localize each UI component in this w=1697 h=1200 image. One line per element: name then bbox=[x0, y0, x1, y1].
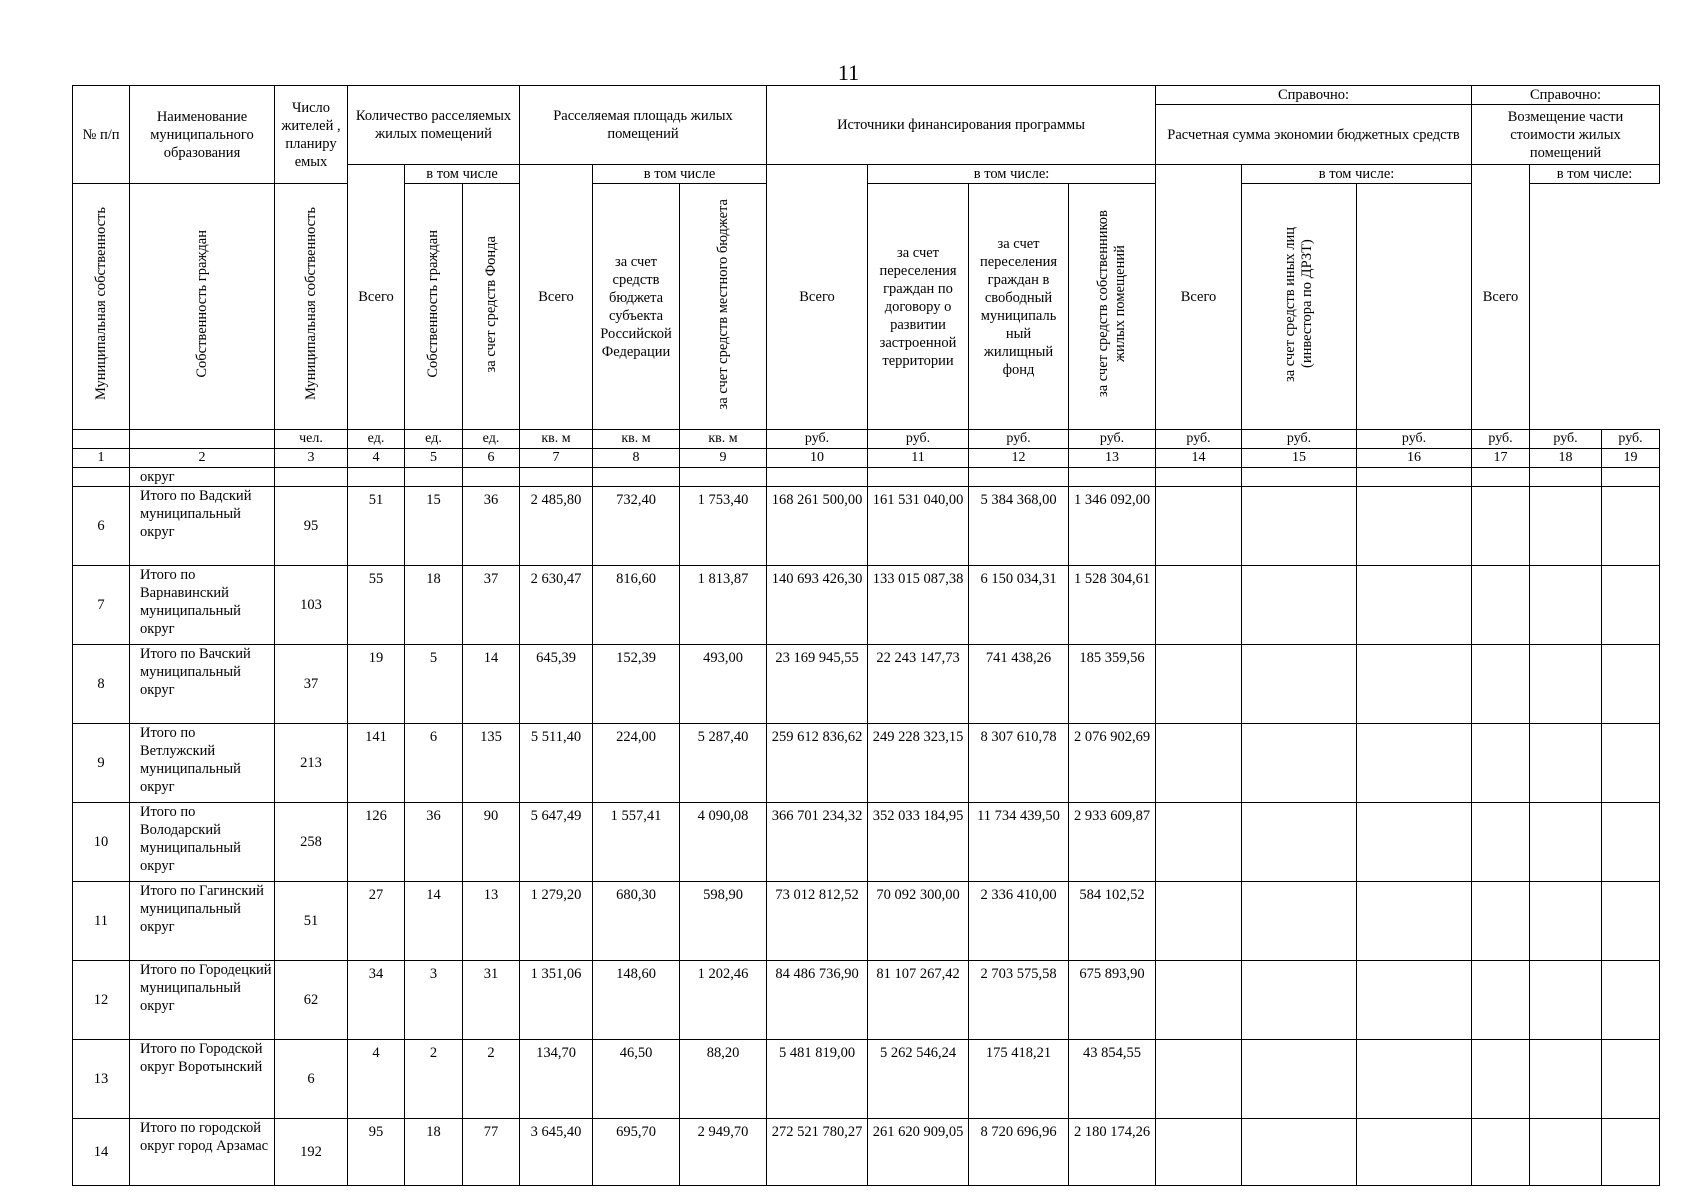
residents-cell: 192 bbox=[275, 1119, 348, 1186]
empty-cell bbox=[1530, 566, 1602, 645]
unit-cell bbox=[73, 430, 130, 449]
rooms-municipal-cell: 5 bbox=[405, 645, 463, 724]
header-economy-free: за счет переселения граждан в свободный муниципаль ный жилищный фонд bbox=[969, 184, 1069, 430]
header-economy-incl: в том числе: bbox=[1242, 165, 1472, 184]
header-rooms-incl: в том числе bbox=[405, 165, 520, 184]
header-fin-local-text: за счет средств местного бюджета bbox=[714, 198, 731, 410]
fin-fund-cell: 81 107 267,42 bbox=[868, 961, 969, 1040]
column-number: 1 bbox=[73, 449, 130, 468]
fin-local-cell: 2 180 174,26 bbox=[1069, 1119, 1156, 1186]
fin-total-cell: 84 486 736,90 bbox=[767, 961, 868, 1040]
area-municipal-cell: 148,60 bbox=[593, 961, 680, 1040]
table-row bbox=[73, 724, 1660, 803]
cont-cell bbox=[520, 468, 593, 487]
header-area-group: Расселяемая площадь жилых помещений bbox=[520, 86, 767, 165]
header-fin-subject: за счет средств бюджета субъекта Российской Федерации bbox=[593, 184, 680, 430]
row-name: Итого по Городской округ Воротынский bbox=[130, 1040, 275, 1119]
empty-cell bbox=[1530, 645, 1602, 724]
empty-cell bbox=[1357, 1119, 1472, 1186]
empty-cell bbox=[1156, 961, 1242, 1040]
empty-cell bbox=[1472, 1040, 1530, 1119]
row-name: Итого по Городецкий муниципальный округ bbox=[130, 961, 275, 1040]
row-name: Итого по городской округ город Арзамас bbox=[130, 1119, 275, 1186]
area-citizens-cell: 493,00 bbox=[680, 645, 767, 724]
header-fin-incl: в том числе: bbox=[868, 165, 1156, 184]
empty-cell bbox=[1242, 645, 1357, 724]
empty-cell bbox=[1472, 882, 1530, 961]
empty-cell bbox=[1242, 882, 1357, 961]
area-total-cell: 134,70 bbox=[520, 1040, 593, 1119]
empty-cell bbox=[1472, 803, 1530, 882]
empty-cell bbox=[1357, 645, 1472, 724]
column-number: 13 bbox=[1069, 449, 1156, 468]
cont-cell bbox=[405, 468, 463, 487]
area-municipal-cell: 816,60 bbox=[593, 566, 680, 645]
empty-cell bbox=[1472, 724, 1530, 803]
cont-cell bbox=[767, 468, 868, 487]
empty-cell bbox=[1156, 1119, 1242, 1186]
rooms-total-cell: 126 bbox=[348, 803, 405, 882]
fin-local-cell: 2 076 902,69 bbox=[1069, 724, 1156, 803]
header-fin-total: Всего bbox=[767, 165, 868, 430]
fin-fund-cell: 352 033 184,95 bbox=[868, 803, 969, 882]
column-number: 9 bbox=[680, 449, 767, 468]
fin-total-cell: 73 012 812,52 bbox=[767, 882, 868, 961]
rooms-total-cell: 34 bbox=[348, 961, 405, 1040]
empty-cell bbox=[1472, 1119, 1530, 1186]
area-citizens-cell: 5 287,40 bbox=[680, 724, 767, 803]
cont-cell bbox=[969, 468, 1069, 487]
table-row bbox=[73, 487, 1660, 566]
rooms-citizens-cell: 135 bbox=[463, 724, 520, 803]
area-municipal-cell: 46,50 bbox=[593, 1040, 680, 1119]
empty-cell bbox=[1357, 882, 1472, 961]
fin-total-cell: 272 521 780,27 bbox=[767, 1119, 868, 1186]
fin-local-cell: 675 893,90 bbox=[1069, 961, 1156, 1040]
fin-fund-cell: 249 228 323,15 bbox=[868, 724, 969, 803]
column-number: 2 bbox=[130, 449, 275, 468]
unit-cell: ед. bbox=[405, 430, 463, 449]
rooms-citizens-cell: 77 bbox=[463, 1119, 520, 1186]
empty-cell bbox=[1357, 961, 1472, 1040]
header-rooms-municipal bbox=[73, 184, 130, 430]
empty-cell bbox=[1602, 566, 1660, 645]
cont-cell bbox=[1472, 468, 1530, 487]
row-name: Итого по Гагинский муниципальный округ bbox=[130, 882, 275, 961]
column-number: 12 bbox=[969, 449, 1069, 468]
fin-total-cell: 5 481 819,00 bbox=[767, 1040, 868, 1119]
empty-cell bbox=[1472, 487, 1530, 566]
fin-local-cell: 43 854,55 bbox=[1069, 1040, 1156, 1119]
fin-fund-cell: 22 243 147,73 bbox=[868, 645, 969, 724]
empty-cell bbox=[1357, 566, 1472, 645]
header-rooms-total: Всего bbox=[348, 165, 405, 430]
area-citizens-cell: 598,90 bbox=[680, 882, 767, 961]
header-area-municipal-text: Муниципальная собственность bbox=[302, 207, 319, 401]
header-comp-total: Всего bbox=[1472, 165, 1530, 430]
area-municipal-cell: 680,30 bbox=[593, 882, 680, 961]
cont-cell bbox=[463, 468, 520, 487]
header-area-citizens-text: Собственность граждан bbox=[425, 230, 441, 378]
unit-cell: руб. bbox=[1357, 430, 1472, 449]
row-number: 8 bbox=[73, 645, 130, 724]
empty-cell bbox=[1156, 487, 1242, 566]
empty-cell bbox=[1602, 1040, 1660, 1119]
rooms-citizens-cell: 90 bbox=[463, 803, 520, 882]
header-comp-owners bbox=[1069, 184, 1156, 430]
continuation-text: округ bbox=[130, 468, 275, 487]
fin-local-cell: 1 346 092,00 bbox=[1069, 487, 1156, 566]
fin-subject-cell: 6 150 034,31 bbox=[969, 566, 1069, 645]
empty-cell bbox=[1602, 645, 1660, 724]
empty-cell bbox=[1530, 724, 1602, 803]
header-area-municipal bbox=[275, 184, 348, 430]
column-number: 19 bbox=[1602, 449, 1660, 468]
unit-cell: кв. м bbox=[680, 430, 767, 449]
fin-fund-cell: 261 620 909,05 bbox=[868, 1119, 969, 1186]
table-row bbox=[73, 566, 1660, 645]
cont-cell bbox=[680, 468, 767, 487]
unit-cell: руб. bbox=[1472, 430, 1530, 449]
header-fin-local bbox=[680, 184, 767, 430]
residents-cell: 213 bbox=[275, 724, 348, 803]
column-number: 18 bbox=[1530, 449, 1602, 468]
row-name: Итого по Володарский муниципальный округ bbox=[130, 803, 275, 882]
unit-cell: кв. м bbox=[593, 430, 680, 449]
unit-cell: руб. bbox=[1602, 430, 1660, 449]
empty-cell bbox=[1602, 1119, 1660, 1186]
area-total-cell: 5 511,40 bbox=[520, 724, 593, 803]
fin-local-cell: 185 359,56 bbox=[1069, 645, 1156, 724]
residents-cell: 51 bbox=[275, 882, 348, 961]
cont-cell bbox=[275, 468, 348, 487]
cont-cell bbox=[1069, 468, 1156, 487]
empty-cell bbox=[1472, 961, 1530, 1040]
fin-subject-cell: 741 438,26 bbox=[969, 645, 1069, 724]
cont-cell bbox=[868, 468, 969, 487]
column-number: 4 bbox=[348, 449, 405, 468]
fin-total-cell: 168 261 500,00 bbox=[767, 487, 868, 566]
column-number: 16 bbox=[1357, 449, 1472, 468]
area-municipal-cell: 732,40 bbox=[593, 487, 680, 566]
rooms-total-cell: 19 bbox=[348, 645, 405, 724]
fin-total-cell: 366 701 234,32 bbox=[767, 803, 868, 882]
area-total-cell: 1 351,06 bbox=[520, 961, 593, 1040]
rooms-citizens-cell: 36 bbox=[463, 487, 520, 566]
empty-cell bbox=[1530, 882, 1602, 961]
rooms-municipal-cell: 15 bbox=[405, 487, 463, 566]
row-name: Итого по Вадский муниципальный округ bbox=[130, 487, 275, 566]
table-row bbox=[73, 645, 1660, 724]
cont-cell bbox=[1242, 468, 1357, 487]
cont-cell bbox=[73, 468, 130, 487]
residents-cell: 6 bbox=[275, 1040, 348, 1119]
column-number: 14 bbox=[1156, 449, 1242, 468]
area-total-cell: 645,39 bbox=[520, 645, 593, 724]
header-comp-others-text: за счет средств иных лиц (инвестора по ДРЗТ) bbox=[1282, 226, 1316, 382]
fin-subject-cell: 11 734 439,50 bbox=[969, 803, 1069, 882]
header-economy-contract: за счет переселения граждан по договору о развитии застроенной территории bbox=[868, 184, 969, 430]
header-rooms-citizens bbox=[130, 184, 275, 430]
column-number: 5 bbox=[405, 449, 463, 468]
column-number: 17 bbox=[1472, 449, 1530, 468]
header-fin-fund-text: за счет средств Фонда bbox=[482, 235, 499, 373]
header-comp-others bbox=[1242, 184, 1357, 430]
rooms-citizens-cell: 37 bbox=[463, 566, 520, 645]
rooms-total-cell: 141 bbox=[348, 724, 405, 803]
cont-cell bbox=[1530, 468, 1602, 487]
table-row bbox=[73, 961, 1660, 1040]
empty-cell bbox=[1472, 566, 1530, 645]
unit-cell: кв. м bbox=[520, 430, 593, 449]
area-total-cell: 2 485,80 bbox=[520, 487, 593, 566]
area-total-cell: 5 647,49 bbox=[520, 803, 593, 882]
row-name: Итого по Варнавинский муниципальный округ bbox=[130, 566, 275, 645]
area-citizens-cell: 1 813,87 bbox=[680, 566, 767, 645]
header-area-total: Всего bbox=[520, 165, 593, 430]
empty-cell bbox=[1156, 724, 1242, 803]
empty-cell bbox=[1242, 961, 1357, 1040]
rooms-citizens-cell: 31 bbox=[463, 961, 520, 1040]
empty-cell bbox=[1357, 803, 1472, 882]
cont-cell bbox=[1156, 468, 1242, 487]
empty-cell bbox=[1242, 724, 1357, 803]
fin-subject-cell: 5 384 368,00 bbox=[969, 487, 1069, 566]
residents-cell: 37 bbox=[275, 645, 348, 724]
row-number: 12 bbox=[73, 961, 130, 1040]
fin-fund-cell: 5 262 546,24 bbox=[868, 1040, 969, 1119]
rooms-total-cell: 55 bbox=[348, 566, 405, 645]
column-numbers-row bbox=[73, 449, 1660, 468]
fin-fund-cell: 161 531 040,00 bbox=[868, 487, 969, 566]
header-residents: Число жителей , планиру емых bbox=[275, 86, 348, 184]
table-row bbox=[73, 803, 1660, 882]
unit-cell: руб. bbox=[969, 430, 1069, 449]
rooms-citizens-cell: 13 bbox=[463, 882, 520, 961]
rooms-total-cell: 95 bbox=[348, 1119, 405, 1186]
rooms-municipal-cell: 2 bbox=[405, 1040, 463, 1119]
fin-local-cell: 2 933 609,87 bbox=[1069, 803, 1156, 882]
rooms-citizens-cell: 2 bbox=[463, 1040, 520, 1119]
rooms-municipal-cell: 6 bbox=[405, 724, 463, 803]
fin-subject-cell: 175 418,21 bbox=[969, 1040, 1069, 1119]
header-compensation-group: Возмещение части стоимости жилых помещений bbox=[1472, 105, 1660, 165]
fin-total-cell: 23 169 945,55 bbox=[767, 645, 868, 724]
header-economy-group: Расчетная сумма экономии бюджетных средств bbox=[1156, 105, 1472, 165]
unit-cell: руб. bbox=[1069, 430, 1156, 449]
area-citizens-cell: 2 949,70 bbox=[680, 1119, 767, 1186]
unit-cell: руб. bbox=[1156, 430, 1242, 449]
rooms-municipal-cell: 36 bbox=[405, 803, 463, 882]
empty-cell bbox=[1156, 803, 1242, 882]
table-row bbox=[73, 1040, 1660, 1119]
fin-subject-cell: 2 336 410,00 bbox=[969, 882, 1069, 961]
empty-cell bbox=[1602, 724, 1660, 803]
fin-subject-cell: 8 720 696,96 bbox=[969, 1119, 1069, 1186]
empty-cell bbox=[1530, 803, 1602, 882]
fin-total-cell: 259 612 836,62 bbox=[767, 724, 868, 803]
empty-cell bbox=[1602, 882, 1660, 961]
rooms-citizens-cell: 14 bbox=[463, 645, 520, 724]
empty-cell bbox=[1156, 882, 1242, 961]
header-area-incl: в том числе bbox=[593, 165, 767, 184]
continuation-row bbox=[73, 468, 1660, 487]
header-reference-2: Справочно: bbox=[1472, 86, 1660, 105]
unit-cell: руб. bbox=[1242, 430, 1357, 449]
header-rooms-municipal-text: Муниципальная собственность bbox=[92, 207, 109, 401]
column-number: 10 bbox=[767, 449, 868, 468]
header-reference-1: Справочно: bbox=[1156, 86, 1472, 105]
fin-subject-cell: 8 307 610,78 bbox=[969, 724, 1069, 803]
fin-fund-cell: 70 092 300,00 bbox=[868, 882, 969, 961]
header-fin-fund bbox=[463, 184, 520, 430]
rooms-municipal-cell: 18 bbox=[405, 1119, 463, 1186]
area-municipal-cell: 1 557,41 bbox=[593, 803, 680, 882]
unit-cell: ед. bbox=[463, 430, 520, 449]
empty-cell bbox=[1357, 724, 1472, 803]
fin-subject-cell: 2 703 575,58 bbox=[969, 961, 1069, 1040]
empty-cell bbox=[1530, 961, 1602, 1040]
header-comp-incl: в том числе: bbox=[1530, 165, 1660, 184]
empty-cell bbox=[1602, 803, 1660, 882]
area-municipal-cell: 152,39 bbox=[593, 645, 680, 724]
rooms-municipal-cell: 14 bbox=[405, 882, 463, 961]
fin-local-cell: 1 528 304,61 bbox=[1069, 566, 1156, 645]
empty-cell bbox=[1602, 487, 1660, 566]
area-citizens-cell: 88,20 bbox=[680, 1040, 767, 1119]
residents-cell: 95 bbox=[275, 487, 348, 566]
area-municipal-cell: 695,70 bbox=[593, 1119, 680, 1186]
resettlement-table bbox=[72, 85, 1660, 1186]
row-number: 11 bbox=[73, 882, 130, 961]
fin-fund-cell: 133 015 087,38 bbox=[868, 566, 969, 645]
area-total-cell: 1 279,20 bbox=[520, 882, 593, 961]
row-number: 7 bbox=[73, 566, 130, 645]
area-municipal-cell: 224,00 bbox=[593, 724, 680, 803]
header-area-citizens bbox=[405, 184, 463, 430]
empty-cell bbox=[1242, 1040, 1357, 1119]
unit-cell: ед. bbox=[348, 430, 405, 449]
row-number: 6 bbox=[73, 487, 130, 566]
rooms-municipal-cell: 18 bbox=[405, 566, 463, 645]
empty-cell bbox=[1530, 487, 1602, 566]
rooms-total-cell: 27 bbox=[348, 882, 405, 961]
residents-cell: 103 bbox=[275, 566, 348, 645]
fin-total-cell: 140 693 426,30 bbox=[767, 566, 868, 645]
cont-cell bbox=[348, 468, 405, 487]
row-number: 14 bbox=[73, 1119, 130, 1186]
empty-cell bbox=[1156, 566, 1242, 645]
row-name: Итого по Вачский муниципальный округ bbox=[130, 645, 275, 724]
header-name: Наименование муниципального образования bbox=[130, 86, 275, 184]
empty-cell bbox=[1530, 1040, 1602, 1119]
header-rooms-citizens-text: Собственность граждан bbox=[193, 230, 210, 378]
column-number: 7 bbox=[520, 449, 593, 468]
header-num: № п/п bbox=[73, 86, 130, 184]
empty-cell bbox=[1357, 487, 1472, 566]
page-number: 11 bbox=[837, 60, 860, 85]
column-number: 6 bbox=[463, 449, 520, 468]
table-row bbox=[73, 1119, 1660, 1186]
row-name: Итого по Ветлужский муниципальный округ bbox=[130, 724, 275, 803]
rooms-total-cell: 51 bbox=[348, 487, 405, 566]
unit-cell: чел. bbox=[275, 430, 348, 449]
cont-cell bbox=[1357, 468, 1472, 487]
column-number: 11 bbox=[868, 449, 969, 468]
empty-cell bbox=[1156, 1040, 1242, 1119]
row-number: 9 bbox=[73, 724, 130, 803]
unit-cell bbox=[130, 430, 275, 449]
header-finance-group: Источники финансирования программы bbox=[767, 86, 1156, 165]
table-row bbox=[73, 882, 1660, 961]
fin-local-cell: 584 102,52 bbox=[1069, 882, 1156, 961]
area-total-cell: 2 630,47 bbox=[520, 566, 593, 645]
column-number: 3 bbox=[275, 449, 348, 468]
header-comp-owners-text: за счет средств собственников жилых помещений bbox=[1095, 210, 1129, 398]
area-citizens-cell: 4 090,08 bbox=[680, 803, 767, 882]
residents-cell: 62 bbox=[275, 961, 348, 1040]
area-total-cell: 3 645,40 bbox=[520, 1119, 593, 1186]
empty-cell bbox=[1357, 1040, 1472, 1119]
units-row bbox=[73, 430, 1660, 449]
cont-cell bbox=[1602, 468, 1660, 487]
empty-cell bbox=[1242, 1119, 1357, 1186]
unit-cell: руб. bbox=[868, 430, 969, 449]
empty-cell bbox=[1242, 566, 1357, 645]
row-number: 10 bbox=[73, 803, 130, 882]
column-number: 15 bbox=[1242, 449, 1357, 468]
area-citizens-cell: 1 753,40 bbox=[680, 487, 767, 566]
empty-cell bbox=[1242, 487, 1357, 566]
rooms-municipal-cell: 3 bbox=[405, 961, 463, 1040]
header-economy-total: Всего bbox=[1156, 165, 1242, 430]
empty-cell bbox=[1472, 645, 1530, 724]
unit-cell: руб. bbox=[1530, 430, 1602, 449]
empty-cell bbox=[1242, 803, 1357, 882]
column-number: 8 bbox=[593, 449, 680, 468]
cont-cell bbox=[593, 468, 680, 487]
unit-cell: руб. bbox=[767, 430, 868, 449]
header-rooms-group: Количество расселяемых жилых помещений bbox=[348, 86, 520, 165]
empty-cell bbox=[1156, 645, 1242, 724]
empty-cell bbox=[1530, 1119, 1602, 1186]
rooms-total-cell: 4 bbox=[348, 1040, 405, 1119]
area-citizens-cell: 1 202,46 bbox=[680, 961, 767, 1040]
empty-cell bbox=[1602, 961, 1660, 1040]
row-number: 13 bbox=[73, 1040, 130, 1119]
data-body bbox=[73, 487, 1660, 1186]
residents-cell: 258 bbox=[275, 803, 348, 882]
